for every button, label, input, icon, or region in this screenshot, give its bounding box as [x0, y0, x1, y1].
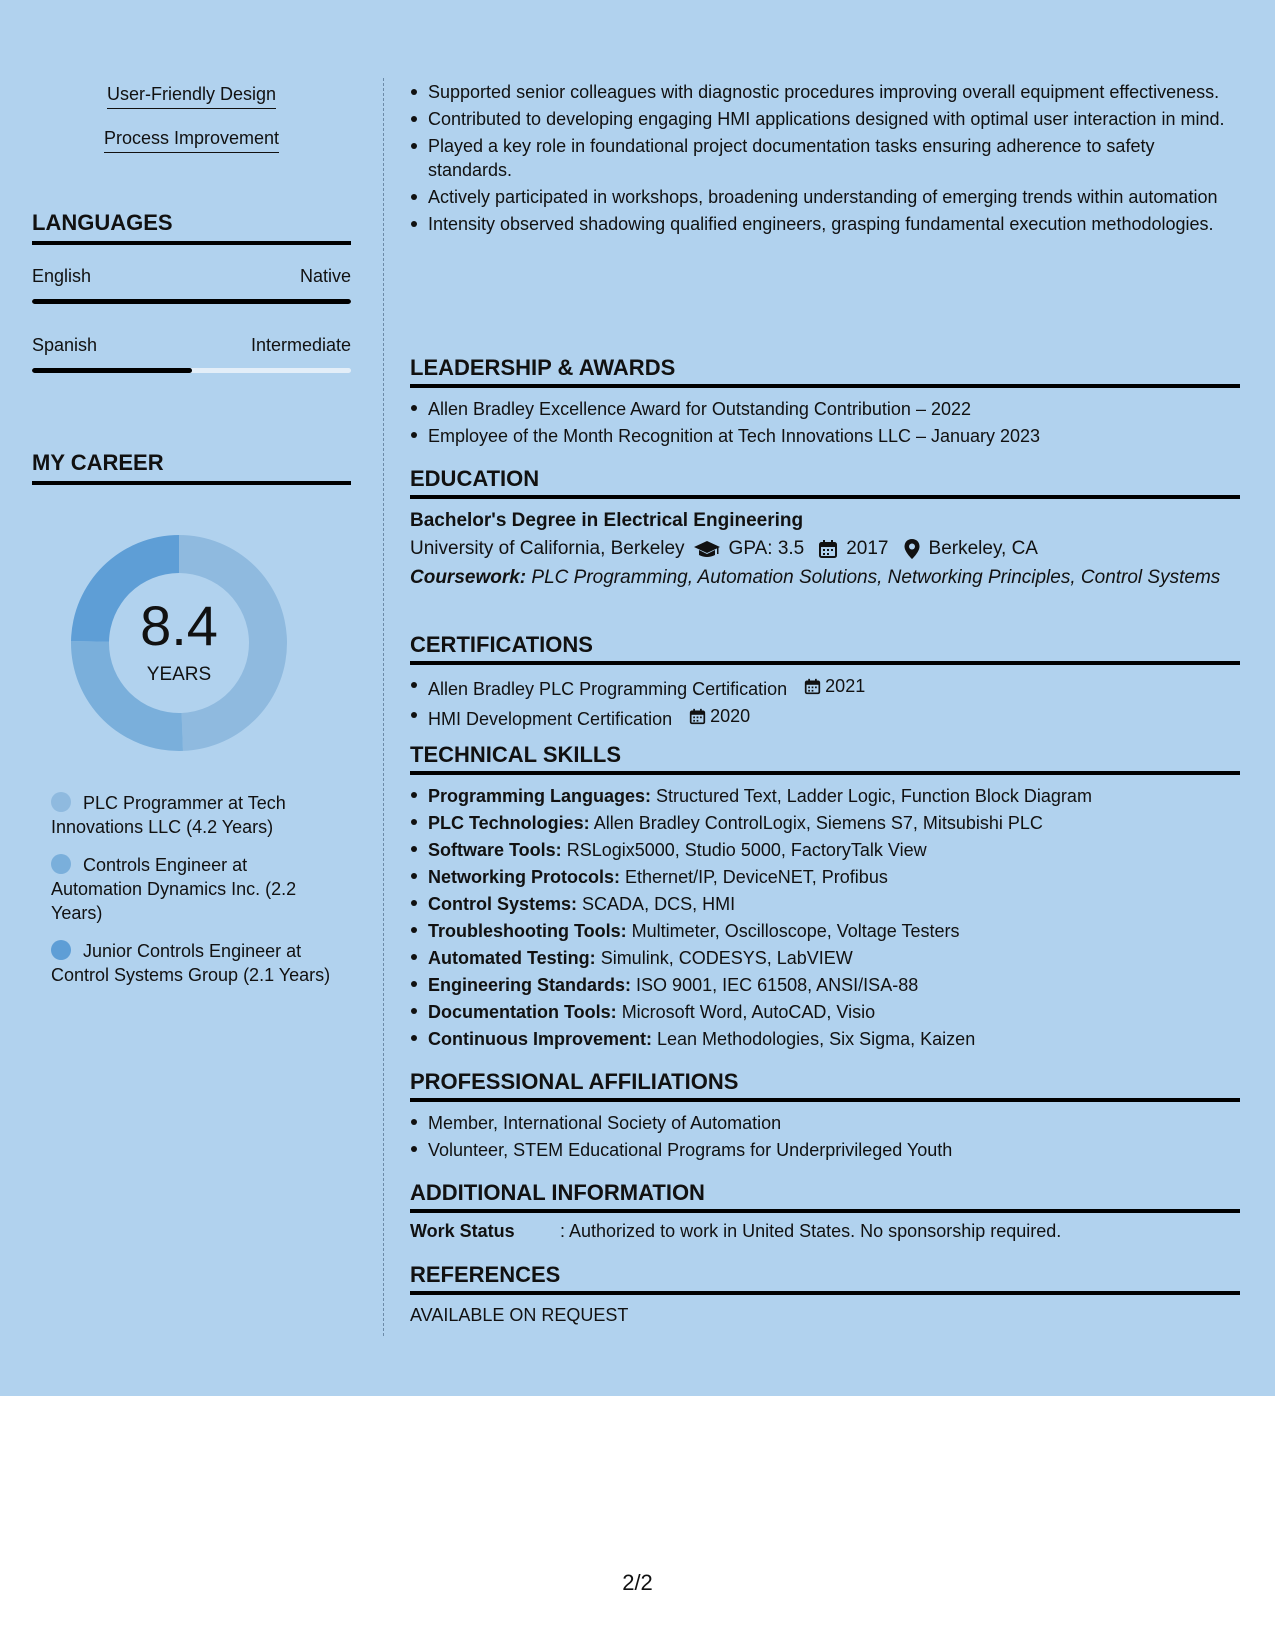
list-item	[410, 1026, 1240, 1053]
skill-category: Troubleshooting Tools:	[428, 921, 627, 941]
skill-tag	[32, 128, 351, 153]
list-item	[410, 837, 1240, 864]
skill-category: Documentation Tools:	[428, 1002, 617, 1022]
list-item	[410, 918, 1240, 945]
list-item: Volunteer, STEM Educational Programs for Underprivileged Youth	[410, 1137, 1240, 1164]
skill-values: Ethernet/IP, DeviceNET, Profibus	[625, 867, 888, 887]
career-role-label: PLC Programmer at Tech Innovations LLC (4.2 Years)	[51, 793, 286, 837]
list-item: Contributed to developing engaging HMI applications designed with optimal user interaction in mind.	[410, 107, 1240, 131]
coursework	[410, 566, 1240, 590]
language-proficiency-bar	[32, 299, 351, 304]
skill-category: Engineering Standards:	[428, 975, 632, 995]
skill-tag-label: User-Friendly Design	[107, 84, 276, 109]
affiliations-section	[410, 1069, 1240, 1164]
donut-segment	[71, 641, 183, 751]
certification-year	[689, 703, 750, 730]
career-legend-item	[51, 853, 331, 925]
certifications-list	[410, 673, 1240, 733]
career-legend-item	[51, 791, 331, 839]
gpa: GPA: 3.5	[728, 538, 805, 559]
graduation-year: 2017	[846, 538, 889, 559]
skill-category: PLC Technologies:	[428, 813, 590, 833]
list-item	[410, 945, 1240, 972]
experience-list	[410, 80, 1240, 236]
language-proficiency-fill	[32, 368, 192, 373]
list-item: Supported senior colleagues with diagnostic procedures improving overall equipment effectiveness.	[410, 80, 1240, 104]
work-status-row	[410, 1221, 1240, 1242]
career-role-label: Controls Engineer at Automation Dynamics Inc. (2.2 Years)	[51, 855, 297, 923]
technical-skills-list	[410, 783, 1240, 1053]
certification-name: Allen Bradley PLC Programming Certification	[428, 679, 788, 699]
calendar-icon	[818, 539, 838, 559]
list-item: Intensity observed shadowing qualified engineers, grasping fundamental execution methodologies.	[410, 212, 1240, 236]
skill-values: Multimeter, Oscilloscope, Voltage Testers	[631, 921, 960, 941]
references-section	[410, 1262, 1240, 1326]
certification-year-value: 2021	[825, 676, 866, 696]
list-item	[410, 810, 1240, 837]
career-role-label: Junior Controls Engineer at Control Systems Group (2.1 Years)	[51, 941, 331, 985]
skill-tag-label: Process Improvement	[104, 128, 279, 153]
language-name: Spanish	[32, 335, 98, 355]
leadership-list	[410, 396, 1240, 450]
list-item	[410, 673, 1240, 703]
skill-values: RSLogix5000, Studio 5000, FactoryTalk View	[566, 840, 927, 860]
section-heading: LEADERSHIP & AWARDS	[410, 355, 1240, 388]
page-number: 2/2	[622, 1570, 653, 1595]
list-item	[410, 999, 1240, 1026]
skill-category: Automated Testing:	[428, 948, 596, 968]
languages-heading: LANGUAGES	[32, 210, 351, 245]
section-heading: CERTIFICATIONS	[410, 632, 1240, 665]
skill-values: Allen Bradley ControlLogix, Siemens S7, Mitsubishi PLC	[593, 813, 1043, 833]
skill-category: Software Tools:	[428, 840, 562, 860]
skill-values: ISO 9001, IEC 61508, ANSI/ISA-88	[636, 975, 919, 995]
language-proficiency-fill	[32, 299, 351, 304]
coursework-list: PLC Programming, Automation Solutions, Networking Principles, Control Systems	[531, 567, 1221, 588]
calendar-icon	[689, 708, 706, 725]
section-heading: TECHNICAL SKILLS	[410, 742, 1240, 775]
legend-dot	[51, 854, 71, 874]
list-item: Played a key role in foundational project documentation tasks ensuring adherence to safety standards.	[410, 134, 1240, 182]
career-total-unit: YEARS	[146, 664, 212, 685]
section-heading: PROFESSIONAL AFFILIATIONS	[410, 1069, 1240, 1102]
certification-name: HMI Development Certification	[428, 709, 673, 729]
work-status-label: Work Status	[410, 1221, 515, 1241]
leadership-section	[410, 355, 1240, 450]
technical-skills-section	[410, 742, 1240, 1053]
language-row	[32, 335, 351, 356]
list-item	[410, 703, 1240, 733]
skill-values: Microsoft Word, AutoCAD, Visio	[621, 1002, 876, 1022]
list-item: Allen Bradley Excellence Award for Outstanding Contribution – 2022	[410, 396, 1240, 423]
skill-values: Simulink, CODESYS, LabVIEW	[600, 948, 853, 968]
section-heading: ADDITIONAL INFORMATION	[410, 1180, 1240, 1213]
skill-values: Lean Methodologies, Six Sigma, Kaizen	[657, 1029, 976, 1049]
list-item	[410, 864, 1240, 891]
list-item: Employee of the Month Recognition at Tech Innovations LLC – January 2023	[410, 423, 1240, 450]
certification-year-value: 2020	[710, 706, 751, 726]
language-proficiency-bar	[32, 368, 351, 373]
list-item: Member, International Society of Automation	[410, 1110, 1240, 1137]
list-item: Actively participated in workshops, broadening understanding of emerging trends within automation	[410, 185, 1240, 209]
school-location: Berkeley, CA	[928, 538, 1038, 559]
education-details	[410, 538, 1240, 560]
additional-information-section	[410, 1180, 1240, 1242]
calendar-icon	[804, 678, 821, 695]
list-item	[410, 891, 1240, 918]
certification-year	[804, 673, 865, 700]
degree-title: Bachelor's Degree in Electrical Engineering	[410, 510, 804, 531]
work-status-value: : Authorized to work in United States. No sponsorship required.	[560, 1221, 1062, 1241]
affiliations-list	[410, 1110, 1240, 1164]
career-total-years: 8.4	[140, 594, 218, 657]
list-item	[410, 783, 1240, 810]
skill-category: Control Systems:	[428, 894, 578, 914]
coursework-label: Coursework:	[410, 567, 527, 588]
graduation-cap-icon	[693, 539, 721, 559]
legend-dot	[51, 792, 71, 812]
skill-values: Structured Text, Ladder Logic, Function Block Diagram	[656, 786, 1092, 806]
language-level: Intermediate	[250, 335, 351, 355]
location-pin-icon	[903, 538, 921, 560]
skill-tag	[32, 84, 351, 109]
references-text: AVAILABLE ON REQUEST	[410, 1305, 629, 1325]
column-divider	[383, 78, 384, 1336]
experience-section	[410, 80, 1240, 236]
education-section	[410, 466, 1240, 590]
legend-dot	[51, 940, 71, 960]
skill-category: Networking Protocols:	[428, 867, 621, 887]
skill-category: Continuous Improvement:	[428, 1029, 652, 1049]
language-level: Native	[299, 266, 351, 286]
section-heading: EDUCATION	[410, 466, 1240, 499]
skill-values: SCADA, DCS, HMI	[582, 894, 736, 914]
school-name: University of California, Berkeley	[410, 538, 685, 559]
skill-category: Programming Languages:	[428, 786, 652, 806]
career-heading: MY CAREER	[32, 450, 351, 485]
language-name: English	[32, 266, 92, 286]
career-legend-item	[51, 939, 331, 987]
language-row	[32, 266, 351, 287]
section-heading: REFERENCES	[410, 1262, 1240, 1295]
certifications-section	[410, 632, 1240, 733]
list-item	[410, 972, 1240, 999]
